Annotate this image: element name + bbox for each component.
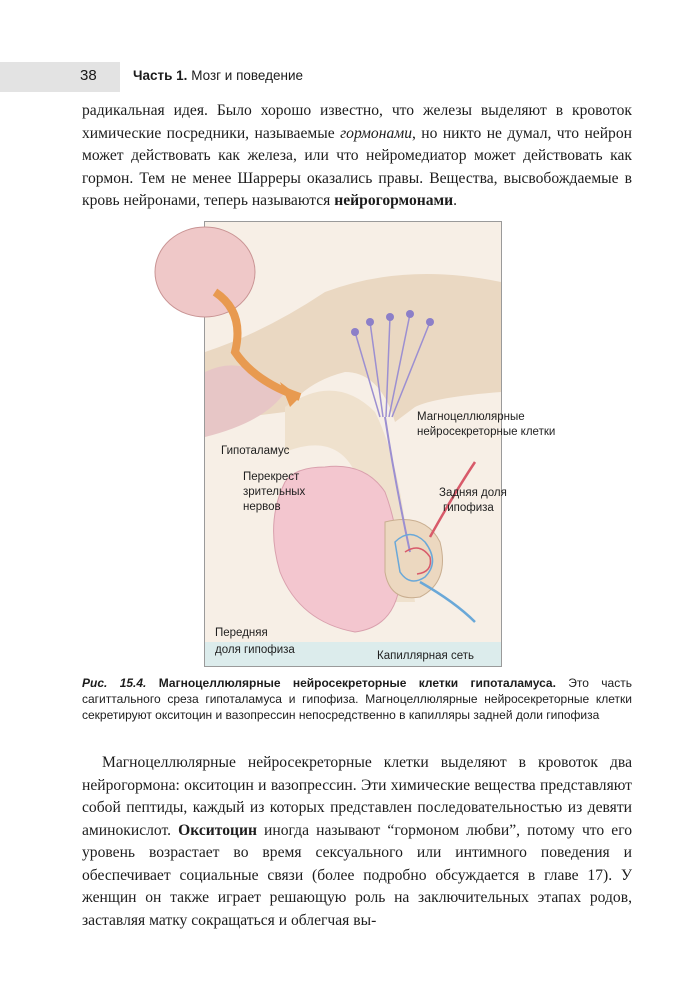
caption-text: Это часть сагиттального среза гипоталамуса и гипофиза. Магноцеллюлярные нейросекреторные клетки секретируют окситоцин и вазопрессин непосредственно в капилляры задней доли гипофиза	[82, 676, 632, 722]
running-head	[133, 68, 303, 83]
label-hypothalamus: Гипоталамус	[221, 445, 290, 457]
label-chiasm-2: зрительных	[243, 486, 306, 498]
text-run: Магноцеллюлярные нейросекреторные клетки выделяют в кровоток два нейрогормона: окситоцин и вазопрессин. Эти химические вещества представляют собой пептиды, каждый из которых представлен последовательностью из девяти аминокислот.	[82, 754, 632, 839]
term-neurohormones: нейрогормонами	[334, 192, 454, 209]
caption-title: Магноцеллюлярные нейросекреторные клетки гипоталамуса.	[158, 676, 556, 690]
term-oxytocin: Окситоцин	[178, 821, 257, 839]
paragraph-1	[82, 100, 632, 213]
text-run: .	[453, 192, 458, 209]
figure-15-4	[204, 221, 556, 667]
label-anterior-2: доля гипофиза	[215, 644, 295, 656]
paragraph-2	[82, 752, 632, 932]
label-chiasm-3: нервов	[243, 501, 281, 513]
text-run: , но никто не думал, что нейрон может действовать как железа, или что нейромедиатор может действовать как гормон. Тем не менее Шарреры оказались правы. Вещества, высвобождаемые в кровь нейронами, теперь называются	[82, 124, 632, 209]
part-title: Мозг и поведение	[191, 68, 304, 83]
part-label: Часть 1.	[133, 68, 188, 83]
running-header	[0, 62, 694, 92]
label-capillary: Капиллярная сеть	[377, 650, 474, 662]
label-magnocellular-1: Магноцеллюлярные	[417, 411, 525, 423]
label-magnocellular-2: нейросекреторные клетки	[417, 426, 556, 438]
text-run: иногда называют “гормоном любви”, потому что его уровень возрастает во время сексуального или интимного поведения и обеспечивает социальные связи (более подробно обсуждается в главе 17). У женщин он также играет решающую роль на заключительных этапах родов, заставляя матку сокращаться и облегчая вы-	[82, 821, 632, 929]
label-anterior-1: Передняя	[215, 627, 268, 639]
label-posterior-1: Задняя доля	[439, 487, 507, 499]
term-hormones: гормонами	[340, 124, 412, 142]
caption-label: Рис. 15.4.	[82, 676, 147, 690]
label-chiasm-1: Перекрест	[243, 471, 300, 483]
hypothalamus-illustration	[205, 222, 556, 666]
page-number: 38	[80, 67, 97, 84]
label-posterior-2: гипофиза	[443, 502, 494, 514]
figure-caption	[82, 675, 632, 723]
text-run: радикальная идея. Было хорошо известно, что железы выделяют в кровоток химические посредники, называемые	[82, 102, 632, 142]
